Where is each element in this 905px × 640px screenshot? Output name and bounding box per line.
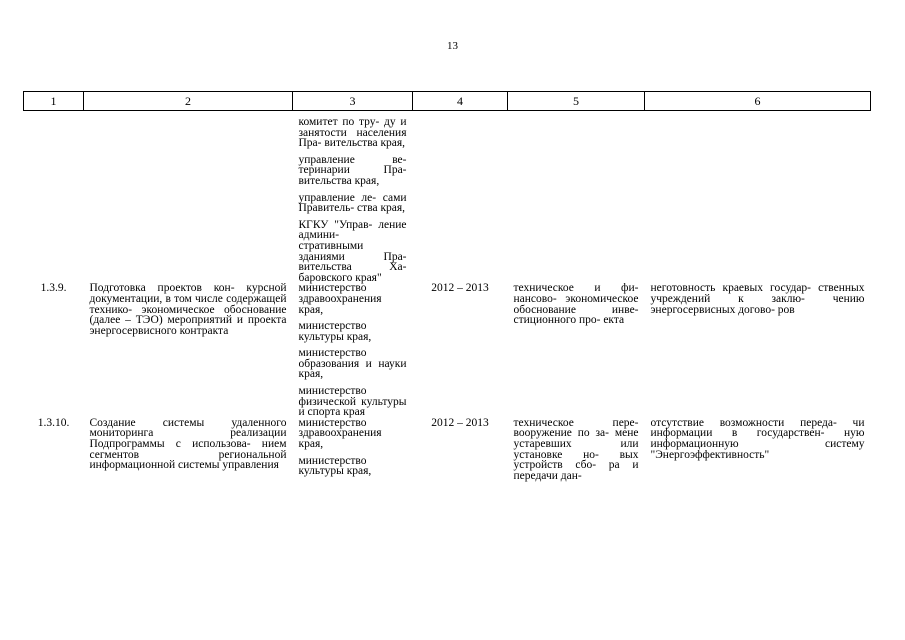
executor: министерство физической культуры и спорта края	[298, 385, 407, 419]
consequence: неготовность краевых государ- ственных учреждений к заклю- чению энергосервисных догово- ров	[650, 282, 865, 316]
column-header-4: 4	[413, 92, 508, 111]
measure-name: Подготовка проектов кон- курсной документации, в том числе содержащей технико- экономическое обоснование (далее – ТЭО) мероприятий и проекта энергосервисного контракта	[89, 282, 287, 337]
executor: управление ле- сами Правитель- ства края,	[298, 191, 407, 215]
expected-result: техническое и фи- нансово- экономическое обоснование инве- стиционного про- екта	[513, 282, 639, 327]
period: 2012 – 2013	[431, 416, 489, 429]
measures-table	[23, 91, 871, 481]
executors-cell	[293, 111, 413, 284]
column-number-header	[24, 92, 871, 111]
column-header-6: 6	[645, 92, 871, 111]
measure-name: Создание системы удаленного мониторинга реализации Подпрограммы с использова- нием сегментов региональной информационной системы управления	[89, 416, 287, 472]
measure-number: 1.3.9.	[40, 282, 67, 295]
page-number: 13	[447, 40, 458, 52]
executors-cell	[293, 283, 413, 418]
expected-result: техническое пере- вооружение по за- мене устаревших или установке но- вых устройств сбо- ра и передачи дан-	[513, 416, 639, 482]
consequence: отсутствие возможности переда- чи информации в государствен- ную информационную систему "Энергоэффективность"	[650, 416, 865, 461]
executor: министерство здравоохранения края,	[298, 282, 382, 316]
executors-cell	[293, 418, 413, 482]
column-header-2: 2	[84, 92, 293, 111]
executor: комитет по тру- ду и занятости населения Пра- вительства края,	[298, 116, 407, 150]
executor: управление ве- теринарии Пра- вительства края,	[298, 153, 407, 187]
executor: министерство образования и науки края,	[298, 347, 407, 381]
table-row	[24, 418, 871, 482]
executor: министерство культуры края,	[298, 320, 372, 343]
measure-number: 1.3.10.	[37, 416, 70, 429]
column-header-1: 1	[24, 92, 84, 111]
executor: министерство здравоохранения края,	[298, 416, 382, 451]
table-row-continuation	[24, 111, 871, 284]
table-row	[24, 283, 871, 418]
column-header-5: 5	[508, 92, 645, 111]
executor: КГКУ "Управ- ление админи- стративными зданиями Пра- вительства Ха- баровского края"	[298, 218, 407, 284]
column-header-3: 3	[293, 92, 413, 111]
period: 2012 – 2013	[431, 282, 489, 295]
executor: министерство культуры края,	[298, 454, 372, 478]
